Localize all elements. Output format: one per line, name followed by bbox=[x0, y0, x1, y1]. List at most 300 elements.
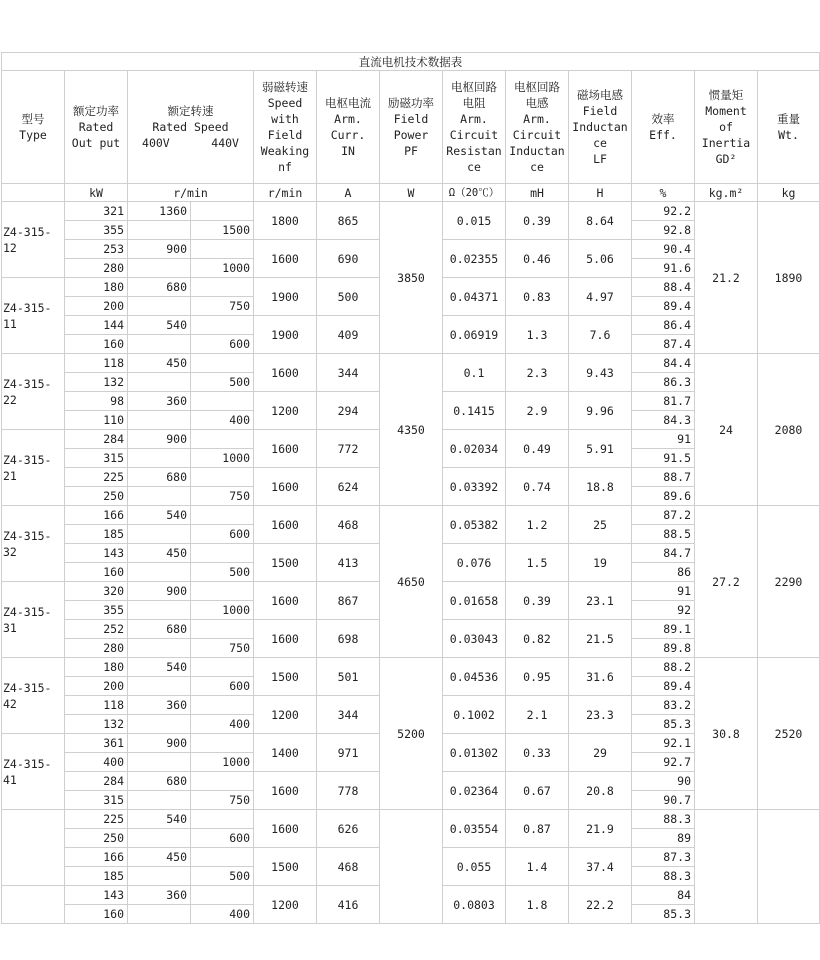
arm-inductance-cell: 1.3 bbox=[506, 316, 569, 354]
arm-inductance-cell: 0.67 bbox=[506, 772, 569, 810]
power-cell: 200 bbox=[65, 677, 128, 696]
arm-resistance-cell: 0.03392 bbox=[443, 468, 506, 506]
header-rated-speed: 额定转速 Rated Speed 400V 440V bbox=[128, 71, 254, 184]
speed-440v-cell: 750 bbox=[191, 297, 254, 316]
field-power-cell: 3850 bbox=[380, 202, 443, 354]
field-inductance-cell: 7.6 bbox=[569, 316, 632, 354]
arm-inductance-cell: 2.3 bbox=[506, 354, 569, 392]
field-weak-speed-cell: 1600 bbox=[254, 240, 317, 278]
efficiency-cell: 86.3 bbox=[632, 373, 695, 392]
header-power: 额定功率 Rated Out put bbox=[65, 71, 128, 184]
field-inductance-cell: 18.8 bbox=[569, 468, 632, 506]
moment-cell bbox=[695, 810, 758, 924]
efficiency-cell: 88.2 bbox=[632, 658, 695, 677]
efficiency-cell: 92.7 bbox=[632, 753, 695, 772]
power-cell: 110 bbox=[65, 411, 128, 430]
unit-power: kW bbox=[65, 184, 128, 202]
speed-400v-cell: 540 bbox=[128, 506, 191, 525]
weight-cell bbox=[758, 810, 820, 924]
power-cell: 400 bbox=[65, 753, 128, 772]
power-cell: 320 bbox=[65, 582, 128, 601]
arm-current-cell: 772 bbox=[317, 430, 380, 468]
arm-current-cell: 501 bbox=[317, 658, 380, 696]
unit-inductance: mH bbox=[506, 184, 569, 202]
efficiency-cell: 84.7 bbox=[632, 544, 695, 563]
speed-440v-cell: 1500 bbox=[191, 221, 254, 240]
arm-current-cell: 865 bbox=[317, 202, 380, 240]
field-inductance-cell: 37.4 bbox=[569, 848, 632, 886]
arm-resistance-cell: 0.01658 bbox=[443, 582, 506, 620]
weight-cell: 2520 bbox=[758, 658, 820, 810]
efficiency-cell: 90 bbox=[632, 772, 695, 791]
field-weak-speed-cell: 1600 bbox=[254, 620, 317, 658]
unit-field-power: W bbox=[380, 184, 443, 202]
speed-400v-cell: 450 bbox=[128, 354, 191, 373]
field-weak-speed-cell: 1200 bbox=[254, 886, 317, 924]
header-field-power: 励磁功率 Field Power PF bbox=[380, 71, 443, 184]
power-cell: 185 bbox=[65, 867, 128, 886]
speed-440v-cell: 600 bbox=[191, 677, 254, 696]
table-row bbox=[2, 810, 820, 829]
power-cell: 144 bbox=[65, 316, 128, 335]
efficiency-cell: 87.2 bbox=[632, 506, 695, 525]
efficiency-cell: 87.3 bbox=[632, 848, 695, 867]
field-weak-speed-cell: 1400 bbox=[254, 734, 317, 772]
speed-440v-cell: 400 bbox=[191, 411, 254, 430]
speed-400v-cell: 900 bbox=[128, 734, 191, 753]
header-arm-current: 电枢电流 Arm. Curr. IN bbox=[317, 71, 380, 184]
speed-440v-cell: 1000 bbox=[191, 259, 254, 278]
arm-resistance-cell: 0.055 bbox=[443, 848, 506, 886]
speed-400v-cell bbox=[128, 525, 191, 544]
table-row bbox=[2, 658, 820, 677]
speed-440v-cell: 400 bbox=[191, 905, 254, 924]
power-cell: 200 bbox=[65, 297, 128, 316]
field-inductance-cell: 5.91 bbox=[569, 430, 632, 468]
speed-400v-cell: 900 bbox=[128, 582, 191, 601]
speed-400v-cell: 360 bbox=[128, 886, 191, 905]
arm-resistance-cell: 0.04536 bbox=[443, 658, 506, 696]
efficiency-cell: 92.1 bbox=[632, 734, 695, 753]
speed-400v-cell: 680 bbox=[128, 772, 191, 791]
arm-inductance-cell: 2.9 bbox=[506, 392, 569, 430]
speed-440v-cell bbox=[191, 354, 254, 373]
speed-440v-cell bbox=[191, 810, 254, 829]
efficiency-cell: 85.3 bbox=[632, 715, 695, 734]
power-cell: 284 bbox=[65, 430, 128, 449]
arm-resistance-cell: 0.0803 bbox=[443, 886, 506, 924]
weight-cell: 2290 bbox=[758, 506, 820, 658]
arm-current-cell: 500 bbox=[317, 278, 380, 316]
speed-440v-cell: 600 bbox=[191, 829, 254, 848]
efficiency-cell: 91.6 bbox=[632, 259, 695, 278]
power-cell: 250 bbox=[65, 487, 128, 506]
unit-weak: r/min bbox=[254, 184, 317, 202]
power-cell: 284 bbox=[65, 772, 128, 791]
efficiency-cell: 84 bbox=[632, 886, 695, 905]
power-cell: 280 bbox=[65, 639, 128, 658]
header-field-inductance: 磁场电感 Field Inductan ce LF bbox=[569, 71, 632, 184]
speed-400v-cell bbox=[128, 563, 191, 582]
arm-resistance-cell: 0.1 bbox=[443, 354, 506, 392]
weight-cell: 2080 bbox=[758, 354, 820, 506]
power-cell: 225 bbox=[65, 810, 128, 829]
speed-400v-cell: 680 bbox=[128, 620, 191, 639]
type-cell bbox=[2, 810, 65, 886]
table-row bbox=[2, 202, 820, 221]
arm-resistance-cell: 0.03043 bbox=[443, 620, 506, 658]
speed-440v-cell bbox=[191, 886, 254, 905]
field-inductance-cell: 31.6 bbox=[569, 658, 632, 696]
arm-inductance-cell: 0.46 bbox=[506, 240, 569, 278]
speed-440v-cell: 500 bbox=[191, 867, 254, 886]
field-power-cell: 5200 bbox=[380, 658, 443, 810]
arm-current-cell: 626 bbox=[317, 810, 380, 848]
arm-inductance-cell: 0.39 bbox=[506, 202, 569, 240]
arm-current-cell: 690 bbox=[317, 240, 380, 278]
power-cell: 252 bbox=[65, 620, 128, 639]
efficiency-cell: 92 bbox=[632, 601, 695, 620]
speed-400v-cell bbox=[128, 753, 191, 772]
unit-moment: kg.m² bbox=[695, 184, 758, 202]
speed-440v-cell bbox=[191, 582, 254, 601]
arm-current-cell: 344 bbox=[317, 354, 380, 392]
arm-resistance-cell: 0.1002 bbox=[443, 696, 506, 734]
speed-440v-cell: 1000 bbox=[191, 601, 254, 620]
arm-resistance-cell: 0.04371 bbox=[443, 278, 506, 316]
power-cell: 132 bbox=[65, 715, 128, 734]
header-type: 型号 Type bbox=[2, 71, 65, 184]
header-field-weak-speed: 弱磁转速 Speed with Field Weaking nf bbox=[254, 71, 317, 184]
field-weak-speed-cell: 1600 bbox=[254, 430, 317, 468]
arm-resistance-cell: 0.076 bbox=[443, 544, 506, 582]
efficiency-cell: 81.7 bbox=[632, 392, 695, 411]
field-weak-speed-cell: 1200 bbox=[254, 696, 317, 734]
speed-440v-cell: 1000 bbox=[191, 753, 254, 772]
arm-current-cell: 409 bbox=[317, 316, 380, 354]
type-cell: Z4-315-41 bbox=[2, 734, 65, 810]
field-weak-speed-cell: 1600 bbox=[254, 772, 317, 810]
speed-400v-cell: 540 bbox=[128, 810, 191, 829]
speed-440v-cell: 750 bbox=[191, 639, 254, 658]
speed-440v-cell: 600 bbox=[191, 335, 254, 354]
header-arm-resistance: 电枢回路 电阻 Arm. Circuit Resistan ce bbox=[443, 71, 506, 184]
efficiency-cell: 88.3 bbox=[632, 810, 695, 829]
power-cell: 143 bbox=[65, 544, 128, 563]
speed-440v-cell bbox=[191, 316, 254, 335]
arm-resistance-cell: 0.05382 bbox=[443, 506, 506, 544]
type-cell: Z4-315-31 bbox=[2, 582, 65, 658]
power-cell: 225 bbox=[65, 468, 128, 487]
field-power-cell bbox=[380, 810, 443, 924]
efficiency-cell: 89.6 bbox=[632, 487, 695, 506]
speed-400v-cell bbox=[128, 905, 191, 924]
speed-400v-cell bbox=[128, 487, 191, 506]
field-inductance-cell: 9.43 bbox=[569, 354, 632, 392]
field-weak-speed-cell: 1500 bbox=[254, 848, 317, 886]
arm-current-cell: 344 bbox=[317, 696, 380, 734]
field-inductance-cell: 5.06 bbox=[569, 240, 632, 278]
efficiency-cell: 83.2 bbox=[632, 696, 695, 715]
field-weak-speed-cell: 1600 bbox=[254, 468, 317, 506]
arm-inductance-cell: 0.83 bbox=[506, 278, 569, 316]
type-cell: Z4-315-42 bbox=[2, 658, 65, 734]
power-cell: 280 bbox=[65, 259, 128, 278]
efficiency-cell: 89 bbox=[632, 829, 695, 848]
arm-inductance-cell: 0.82 bbox=[506, 620, 569, 658]
field-inductance-cell: 19 bbox=[569, 544, 632, 582]
arm-current-cell: 778 bbox=[317, 772, 380, 810]
efficiency-cell: 86 bbox=[632, 563, 695, 582]
speed-400v-cell: 680 bbox=[128, 468, 191, 487]
power-cell: 355 bbox=[65, 221, 128, 240]
unit-weight: kg bbox=[758, 184, 820, 202]
power-cell: 315 bbox=[65, 449, 128, 468]
speed-400v-cell: 540 bbox=[128, 316, 191, 335]
speed-440v-cell bbox=[191, 772, 254, 791]
power-cell: 118 bbox=[65, 354, 128, 373]
arm-resistance-cell: 0.02034 bbox=[443, 430, 506, 468]
arm-inductance-cell: 1.8 bbox=[506, 886, 569, 924]
speed-400v-cell: 360 bbox=[128, 392, 191, 411]
arm-inductance-cell: 0.95 bbox=[506, 658, 569, 696]
efficiency-cell: 86.4 bbox=[632, 316, 695, 335]
speed-440v-cell bbox=[191, 658, 254, 677]
field-inductance-cell: 8.64 bbox=[569, 202, 632, 240]
type-cell: Z4-315-12 bbox=[2, 202, 65, 278]
motor-data-table bbox=[1, 52, 820, 924]
power-cell: 321 bbox=[65, 202, 128, 221]
efficiency-cell: 90.4 bbox=[632, 240, 695, 259]
efficiency-cell: 89.1 bbox=[632, 620, 695, 639]
arm-inductance-cell: 0.49 bbox=[506, 430, 569, 468]
speed-400v-cell bbox=[128, 791, 191, 810]
arm-resistance-cell: 0.01302 bbox=[443, 734, 506, 772]
header-moment: 惯量矩 Moment of Inertia GD² bbox=[695, 71, 758, 184]
speed-440v-cell bbox=[191, 392, 254, 411]
power-cell: 180 bbox=[65, 658, 128, 677]
power-cell: 160 bbox=[65, 335, 128, 354]
field-inductance-cell: 21.9 bbox=[569, 810, 632, 848]
efficiency-cell: 84.3 bbox=[632, 411, 695, 430]
speed-440v-cell bbox=[191, 696, 254, 715]
speed-440v-cell bbox=[191, 240, 254, 259]
field-weak-speed-cell: 1600 bbox=[254, 582, 317, 620]
table-row bbox=[2, 506, 820, 525]
speed-400v-cell: 540 bbox=[128, 658, 191, 677]
unit-resistance: Ω（20℃） bbox=[443, 184, 506, 202]
speed-440v-cell bbox=[191, 620, 254, 639]
field-inductance-cell: 23.3 bbox=[569, 696, 632, 734]
speed-400v-cell bbox=[128, 829, 191, 848]
speed-400v-cell bbox=[128, 677, 191, 696]
field-inductance-cell: 23.1 bbox=[569, 582, 632, 620]
type-cell bbox=[2, 886, 65, 924]
speed-440v-cell: 750 bbox=[191, 487, 254, 506]
arm-current-cell: 624 bbox=[317, 468, 380, 506]
field-weak-speed-cell: 1500 bbox=[254, 544, 317, 582]
efficiency-cell: 88.3 bbox=[632, 867, 695, 886]
speed-400v-cell: 1360 bbox=[128, 202, 191, 221]
arm-resistance-cell: 0.03554 bbox=[443, 810, 506, 848]
speed-400v-cell bbox=[128, 715, 191, 734]
power-cell: 166 bbox=[65, 506, 128, 525]
efficiency-cell: 88.4 bbox=[632, 278, 695, 297]
unit-type bbox=[2, 184, 65, 202]
speed-400v-cell bbox=[128, 601, 191, 620]
power-cell: 250 bbox=[65, 829, 128, 848]
field-weak-speed-cell: 1900 bbox=[254, 278, 317, 316]
power-cell: 166 bbox=[65, 848, 128, 867]
arm-resistance-cell: 0.015 bbox=[443, 202, 506, 240]
speed-440v-cell bbox=[191, 278, 254, 297]
arm-inductance-cell: 1.2 bbox=[506, 506, 569, 544]
type-cell: Z4-315-11 bbox=[2, 278, 65, 354]
table-title: 直流电机技术数据表 bbox=[2, 53, 820, 71]
speed-400v-cell bbox=[128, 449, 191, 468]
arm-current-cell: 416 bbox=[317, 886, 380, 924]
field-inductance-cell: 25 bbox=[569, 506, 632, 544]
efficiency-cell: 91.5 bbox=[632, 449, 695, 468]
arm-inductance-cell: 0.39 bbox=[506, 582, 569, 620]
power-cell: 160 bbox=[65, 905, 128, 924]
unit-efficiency: % bbox=[632, 184, 695, 202]
moment-cell: 21.2 bbox=[695, 202, 758, 354]
field-weak-speed-cell: 1900 bbox=[254, 316, 317, 354]
arm-current-cell: 971 bbox=[317, 734, 380, 772]
power-cell: 98 bbox=[65, 392, 128, 411]
arm-current-cell: 698 bbox=[317, 620, 380, 658]
moment-cell: 30.8 bbox=[695, 658, 758, 810]
efficiency-cell: 90.7 bbox=[632, 791, 695, 810]
field-inductance-cell: 4.97 bbox=[569, 278, 632, 316]
speed-400v-cell: 900 bbox=[128, 240, 191, 259]
moment-cell: 24 bbox=[695, 354, 758, 506]
speed-400v-cell: 450 bbox=[128, 544, 191, 563]
speed-400v-cell bbox=[128, 259, 191, 278]
arm-inductance-cell: 0.74 bbox=[506, 468, 569, 506]
speed-440v-cell bbox=[191, 506, 254, 525]
speed-440v-cell: 500 bbox=[191, 373, 254, 392]
table-row bbox=[2, 354, 820, 373]
speed-400v-cell bbox=[128, 297, 191, 316]
power-cell: 132 bbox=[65, 373, 128, 392]
arm-inductance-cell: 1.4 bbox=[506, 848, 569, 886]
speed-400v-cell bbox=[128, 867, 191, 886]
speed-400v-cell: 360 bbox=[128, 696, 191, 715]
efficiency-cell: 88.7 bbox=[632, 468, 695, 487]
field-inductance-cell: 29 bbox=[569, 734, 632, 772]
field-weak-speed-cell: 1800 bbox=[254, 202, 317, 240]
arm-inductance-cell: 0.33 bbox=[506, 734, 569, 772]
efficiency-cell: 89.4 bbox=[632, 297, 695, 316]
header-arm-inductance: 电枢回路 电感 Arm. Circuit Inductan ce bbox=[506, 71, 569, 184]
field-weak-speed-cell: 1600 bbox=[254, 506, 317, 544]
power-cell: 118 bbox=[65, 696, 128, 715]
field-inductance-cell: 20.8 bbox=[569, 772, 632, 810]
power-cell: 185 bbox=[65, 525, 128, 544]
speed-400v-cell: 900 bbox=[128, 430, 191, 449]
speed-440v-cell bbox=[191, 430, 254, 449]
power-cell: 361 bbox=[65, 734, 128, 753]
speed-400v-cell bbox=[128, 221, 191, 240]
unit-current: A bbox=[317, 184, 380, 202]
arm-current-cell: 413 bbox=[317, 544, 380, 582]
field-weak-speed-cell: 1200 bbox=[254, 392, 317, 430]
arm-resistance-cell: 0.06919 bbox=[443, 316, 506, 354]
arm-resistance-cell: 0.02364 bbox=[443, 772, 506, 810]
field-power-cell: 4650 bbox=[380, 506, 443, 658]
efficiency-cell: 89.8 bbox=[632, 639, 695, 658]
moment-cell: 27.2 bbox=[695, 506, 758, 658]
efficiency-cell: 84.4 bbox=[632, 354, 695, 373]
header-weight: 重量 Wt. bbox=[758, 71, 820, 184]
arm-inductance-cell: 0.87 bbox=[506, 810, 569, 848]
speed-400v-cell: 450 bbox=[128, 848, 191, 867]
field-inductance-cell: 21.5 bbox=[569, 620, 632, 658]
speed-400v-cell bbox=[128, 373, 191, 392]
speed-440v-cell: 1000 bbox=[191, 449, 254, 468]
power-cell: 180 bbox=[65, 278, 128, 297]
arm-current-cell: 867 bbox=[317, 582, 380, 620]
arm-inductance-cell: 2.1 bbox=[506, 696, 569, 734]
efficiency-cell: 85.3 bbox=[632, 905, 695, 924]
header-efficiency: 效率 Eff. bbox=[632, 71, 695, 184]
speed-440v-cell: 400 bbox=[191, 715, 254, 734]
field-weak-speed-cell: 1500 bbox=[254, 658, 317, 696]
speed-440v-cell bbox=[191, 848, 254, 867]
field-inductance-cell: 22.2 bbox=[569, 886, 632, 924]
efficiency-cell: 91 bbox=[632, 430, 695, 449]
power-cell: 253 bbox=[65, 240, 128, 259]
speed-440v-cell bbox=[191, 734, 254, 753]
speed-400v-cell bbox=[128, 335, 191, 354]
speed-440v-cell bbox=[191, 202, 254, 221]
power-cell: 315 bbox=[65, 791, 128, 810]
field-weak-speed-cell: 1600 bbox=[254, 354, 317, 392]
weight-cell: 1890 bbox=[758, 202, 820, 354]
speed-440v-cell: 600 bbox=[191, 525, 254, 544]
efficiency-cell: 89.4 bbox=[632, 677, 695, 696]
efficiency-cell: 92.2 bbox=[632, 202, 695, 221]
speed-440v-cell bbox=[191, 544, 254, 563]
speed-440v-cell: 500 bbox=[191, 563, 254, 582]
arm-current-cell: 468 bbox=[317, 506, 380, 544]
type-cell: Z4-315-21 bbox=[2, 430, 65, 506]
power-cell: 143 bbox=[65, 886, 128, 905]
arm-current-cell: 468 bbox=[317, 848, 380, 886]
field-inductance-cell: 9.96 bbox=[569, 392, 632, 430]
unit-speed: r/min bbox=[128, 184, 254, 202]
type-cell: Z4-315-32 bbox=[2, 506, 65, 582]
speed-400v-cell bbox=[128, 411, 191, 430]
type-cell: Z4-315-22 bbox=[2, 354, 65, 430]
unit-field-inductance: H bbox=[569, 184, 632, 202]
arm-resistance-cell: 0.1415 bbox=[443, 392, 506, 430]
speed-440v-cell: 750 bbox=[191, 791, 254, 810]
efficiency-cell: 91 bbox=[632, 582, 695, 601]
speed-400v-cell: 680 bbox=[128, 278, 191, 297]
speed-400v-cell bbox=[128, 639, 191, 658]
speed-440v-cell bbox=[191, 468, 254, 487]
arm-current-cell: 294 bbox=[317, 392, 380, 430]
efficiency-cell: 92.8 bbox=[632, 221, 695, 240]
efficiency-cell: 87.4 bbox=[632, 335, 695, 354]
efficiency-cell: 88.5 bbox=[632, 525, 695, 544]
field-weak-speed-cell: 1600 bbox=[254, 810, 317, 848]
field-power-cell: 4350 bbox=[380, 354, 443, 506]
arm-inductance-cell: 1.5 bbox=[506, 544, 569, 582]
